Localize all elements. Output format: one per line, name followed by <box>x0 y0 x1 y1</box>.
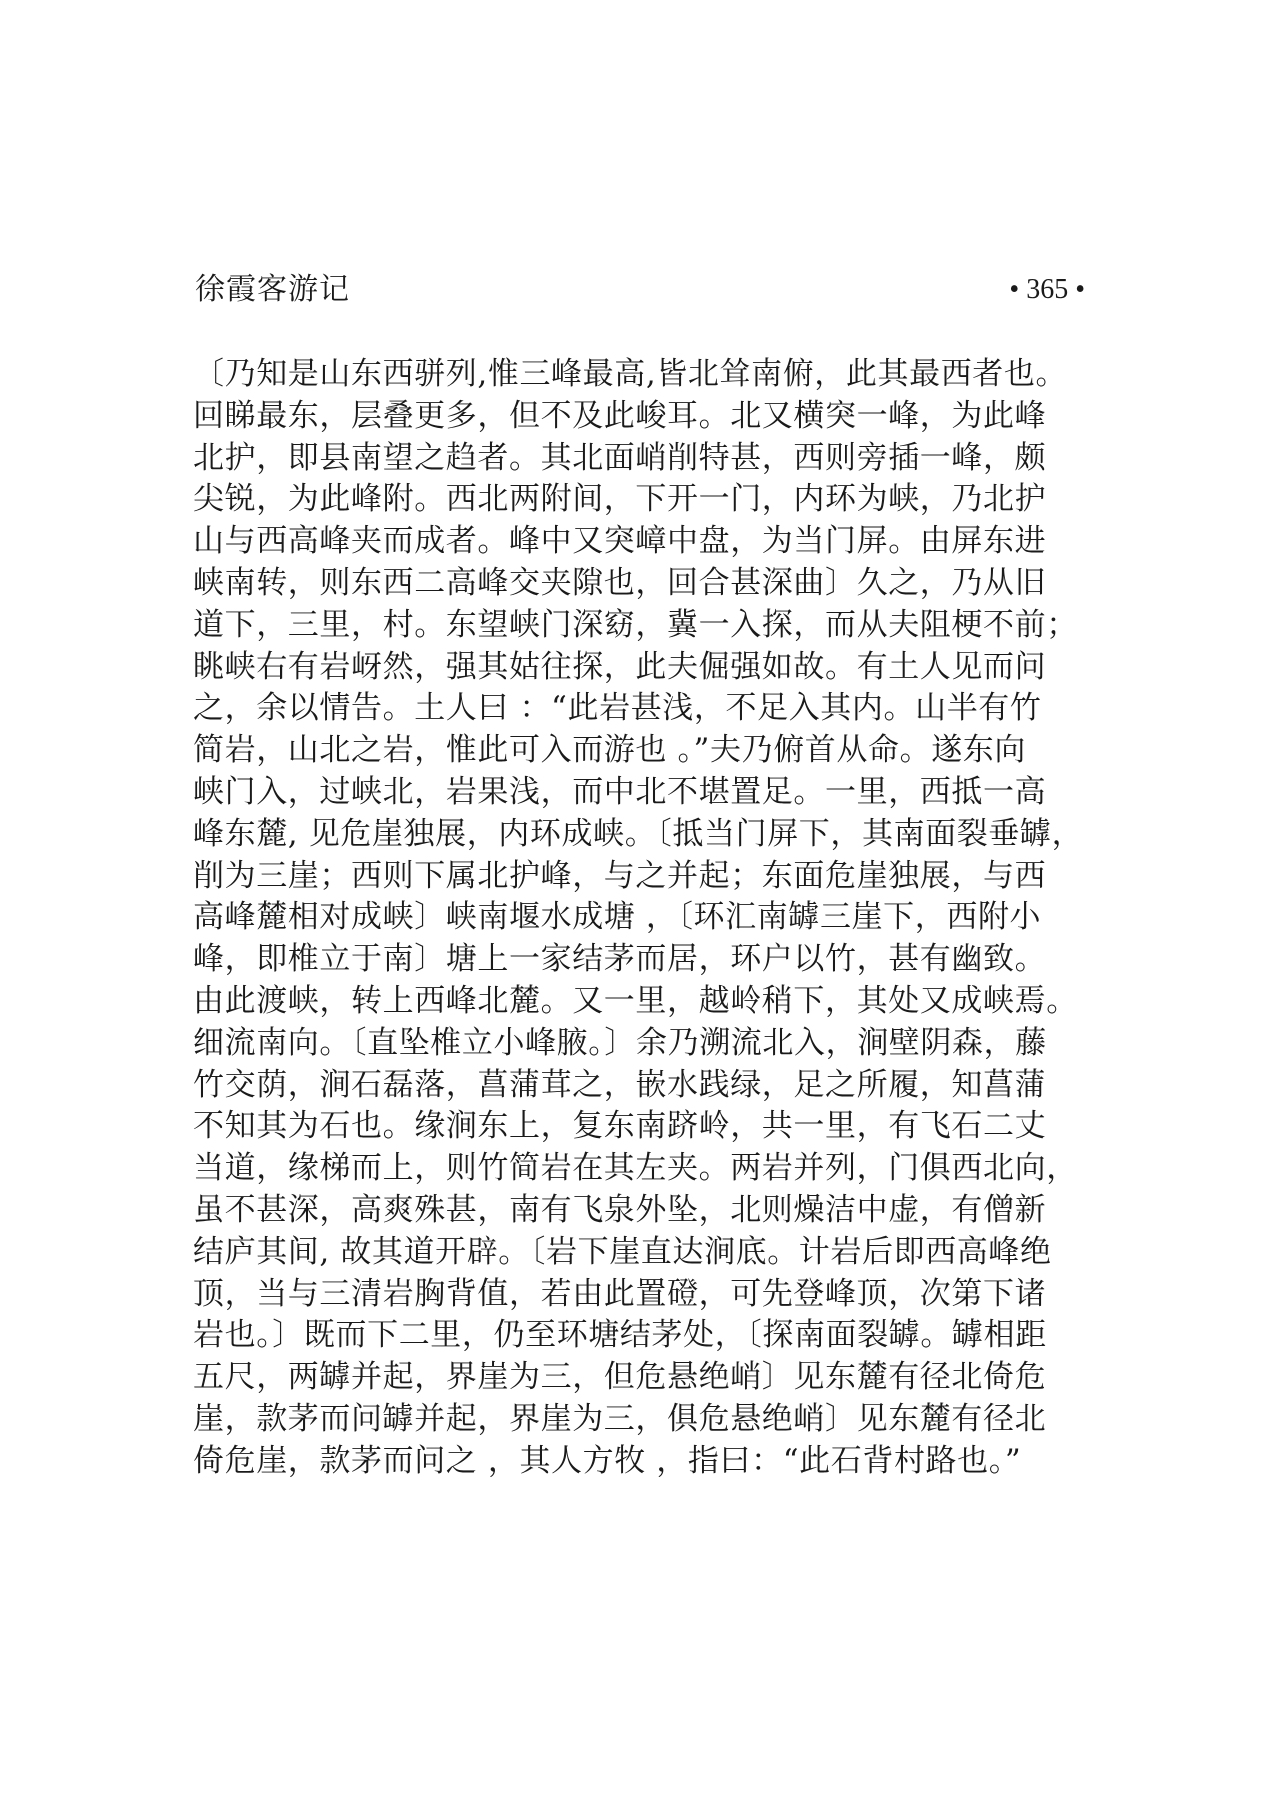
text-line: 由此渡峡，转上西峰北麓。又一里，越岭稍下，其处又成峡焉。 <box>193 982 1078 1019</box>
text-line: 倚危崖，款茅而问之 ，其人方牧 ，指曰：“此石背村路也。” <box>193 1442 1022 1479</box>
text-line: 顶，当与三清岩胸背值，若由此置磴，可先登峰顶，次第下诸 <box>193 1275 1047 1312</box>
text-line: 尖锐，为此峰附。西北两附间，下开一门，内环为峡，乃北护 <box>193 481 1047 518</box>
text-line: 之，余以情告。土人曰 ：“此岩甚浅，不足入其内。山半有竹 <box>193 690 1042 727</box>
text-line: 不知其为石也。缘涧东上，复东南跻岭，共一里，有飞石二丈 <box>193 1108 1047 1145</box>
text-line: 简岩，山北之岩，惟此可入而游也 。”夫乃俯首从命。遂东向 <box>193 732 1026 769</box>
body-text <box>193 354 1118 1483</box>
text-line: 削为三崖；西则下属北护峰，与之并起；东面危崖独展，与西 <box>193 857 1047 894</box>
text-line: 眺峡右有岩岈然，强其姑往探，此夫倔强如故。有土人见而问 <box>193 648 1047 685</box>
text-line: 细流南向。〔直坠椎立小峰腋。〕余乃溯流北入，涧壁阴森，藤 <box>193 1024 1047 1061</box>
text-line: 岩也。〕既而下二里，仍至环塘结茅处，〔探南面裂罅。罅相距 <box>193 1317 1047 1354</box>
text-line: 峰，即椎立于南〕塘上一家结茅而居，环户以竹，甚有幽致。 <box>193 941 1047 978</box>
text-line: 峡门入，过峡北，岩果浅，而中北不堪置足。一里，西抵一高 <box>193 773 1047 810</box>
text-line: 峰东麓, 见危崖独展，内环成峡。〔抵当门屏下，其南面裂垂罅， <box>193 815 1084 852</box>
text-line: 当道，缘梯而上，则竹简岩在其左夹。两岩并列，门俱西北向， <box>193 1150 1078 1187</box>
text-line: 高峰麓相对成峡〕峡南堰水成塘 ，〔环汇南罅三崖下，西附小 <box>193 899 1042 936</box>
text-line: 回睇最东，层叠更多，但不及此峻耳。北又横突一峰，为此峰 <box>193 397 1047 434</box>
book-title: 徐霞客游记 <box>195 272 350 307</box>
text-line: 五尺，两罅并起，界崖为三，但危悬绝峭〕见东麓有径北倚危 <box>193 1359 1047 1396</box>
text-line: 虽不甚深，高爽殊甚，南有飞泉外坠，北则燥洁中虚，有僧新 <box>193 1191 1047 1228</box>
text-line: 崖，款茅而问罅并起，界崖为三，俱危悬绝峭〕见东麓有径北 <box>193 1400 1047 1437</box>
text-line: 竹交荫，涧石磊落，菖蒲茸之，嵌水践绿，足之所履，知菖蒲 <box>193 1066 1047 1103</box>
text-line: 北护，即县南望之趋者。其北面峭削特甚，西则旁插一峰，颇 <box>193 439 1047 476</box>
page-number: • 365 • <box>1009 274 1085 305</box>
text-line: 山与西高峰夹而成者。峰中又突嶂中盘，为当门屏。由屏东进 <box>193 523 1047 560</box>
text-line: 峡南转，则东西二高峰交夹隙也，回合甚深曲〕久之，乃从旧 <box>193 564 1047 601</box>
text-line: 道下，三里，村。东望峡门深窈，冀一入探，而从夫阻梗不前； <box>193 606 1078 643</box>
text-line: 〔乃知是山东西骈列,惟三峰最高,皆北耸南俯，此其最西者也。 <box>193 356 1068 392</box>
text-line: 结庐其间, 故其道开辟。〔岩下崖直达涧底。计岩后即西高峰绝 <box>193 1233 1052 1270</box>
running-head <box>195 268 1085 312</box>
